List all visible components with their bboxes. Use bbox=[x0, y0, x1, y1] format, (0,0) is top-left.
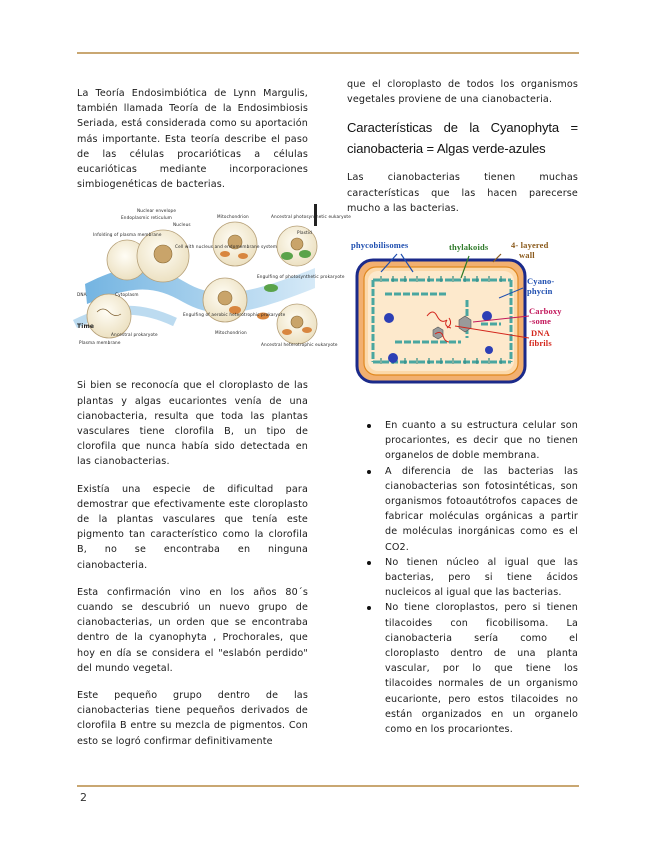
label-carboxysome-1: Carboxy bbox=[529, 306, 562, 317]
label-endoplasmic-reticulum: Endoplasmic reticulum bbox=[121, 215, 172, 221]
label-dna: DNA bbox=[531, 328, 550, 339]
page-number: 2 bbox=[80, 791, 87, 804]
label-engulfing-aerobic: Engulfing of aerobic heterotrophic prokaryote bbox=[183, 312, 286, 318]
list-item: No tienen núcleo al igual que las bacterias, pero si tiene ácidos nucleicos al igual que las bacterias. bbox=[347, 555, 578, 601]
paragraph-confirmacion: Esta confirmación vino en los años 80´s cuando se descubrió un nuevo grupo de cianobacterias, un orden que se encontraba dentro de la cyanophyta , Prochorales, que hoy en día se considera el "eslabón perdido" del mundo vegetal. bbox=[77, 586, 308, 674]
right-column bbox=[347, 77, 578, 737]
characteristics-list bbox=[347, 418, 578, 737]
cyanobacteria-figure bbox=[351, 238, 561, 388]
paragraph-pequeno-grupo: Este pequeño grupo dentro de las cianobacterias tiene pequeños derivados de clorofila B entre su mezcla de pigmentos. Con esto se logró confirmar definitivamente bbox=[77, 690, 308, 747]
bullet-icon bbox=[367, 470, 371, 474]
label-thylakoids: thylakoids bbox=[449, 242, 489, 253]
label-dna: DNA bbox=[77, 292, 87, 298]
paragraph-intro: La Teoría Endosimbiótica de Lynn Margulis, también llamada Teoría de la Endosimbiosis Seriada, está considerada como su aportación más importante. Esta teoría describe el paso de las células procarióticas a células eucarióticas mediante incorporaciones simbiogenéticas de bacterias. bbox=[77, 88, 308, 191]
label-phycobilisomes: phycobilisomes bbox=[351, 240, 409, 251]
paragraph-clorofila: Si bien se reconocía que el cloroplasto de las plantas y algas eucariontes venía de una cianobacteria, resulta que toda las plantas vasculares tiene clorofila B, un tipo de clorofila que nunca había sido detectada en las cianobacterias. bbox=[77, 380, 308, 468]
endosymbiosis-diagram bbox=[75, 204, 351, 362]
label-plastid: Plastid bbox=[297, 230, 312, 236]
paragraph-continuation: que el cloroplasto de todos los organismos vegetales proviene de una cianobacteria. bbox=[347, 79, 578, 106]
paragraph-dificultad: Existía una especie de dificultad para demostrar que efectivamente este cloroplasto de la plantas vasculares que tenía este pigmento tan característico como la clorofila B, no se encontraba en ninguna cianobacteria. bbox=[77, 483, 308, 571]
label-mitochondrion-2: Mitochondrion bbox=[215, 330, 247, 336]
label-nucleus: Nucleus bbox=[173, 222, 191, 228]
label-mitochondrion: Mitochondrion bbox=[217, 214, 249, 220]
paragraph-caracteristicas: Las cianobacterias tienen muchas características que las hacen parecerse mucho a las bacterias. bbox=[347, 172, 578, 214]
label-ancestral-heterotrophic: Ancestral heterotrophic eukaryote bbox=[261, 342, 338, 348]
header-rule bbox=[77, 52, 579, 54]
label-ancestral-prokaryote: Ancestral prokaryote bbox=[111, 332, 158, 338]
endosymbiosis-figure bbox=[75, 204, 351, 362]
label-cyanophycin-1: Cyano- bbox=[527, 276, 555, 287]
label-engulfing-photosynthetic: Engulfing of photosynthetic prokaryote bbox=[257, 274, 345, 280]
section-heading: Características de la Cyanophyta = cianobacteria = Algas verde-azules bbox=[347, 120, 578, 157]
label-fibrils: fibrils bbox=[529, 338, 552, 349]
label-layered-wall-2: wall bbox=[519, 250, 535, 261]
label-nuclear-envelope: Nuclear envelope bbox=[137, 208, 177, 214]
list-item: No tiene cloroplastos, pero si tienen tilacoides con ficobilisoma. La cianobacteria sería como el cloroplasto dentro de una planta vascular, por lo que tiene los tilacoides normales de un organismo eucarionte, pero estos tilacoides no están organizados en un organelo como en los procariontes. bbox=[347, 600, 578, 737]
label-layered-wall-1: 4- layered bbox=[511, 240, 549, 251]
label-carboxysome-2: -some bbox=[529, 316, 551, 327]
bullet-icon bbox=[367, 561, 371, 565]
list-item: A diferencia de las bacterias las cianobacterias son fotosintéticas, son organismos fotoautótrofos capaces de fabricar moléculas orgánicas a partir de moléculas inorgánicas como es el CO2. bbox=[347, 464, 578, 555]
label-cytoplasm: Cytoplasm bbox=[115, 292, 139, 298]
label-cyanophycin-2: phycin bbox=[527, 286, 553, 297]
bullet-icon bbox=[367, 424, 371, 428]
label-infolding: Infolding of plasma membrane bbox=[93, 232, 162, 238]
bullet-icon bbox=[367, 606, 371, 610]
footer-rule bbox=[77, 785, 579, 787]
label-plasma-membrane: Plasma membrane bbox=[79, 340, 121, 346]
label-time: Time bbox=[77, 323, 95, 331]
left-column bbox=[77, 86, 351, 761]
list-item: En cuanto a su estructura celular son procariontes, es decir que no tienen organelos de doble membrana. bbox=[347, 418, 578, 464]
label-cell-endomembrane: Cell with nucleus and endomembrane system bbox=[175, 244, 278, 250]
label-ancestral-photosynthetic: Ancestral photosynthetic eukaryote bbox=[271, 214, 351, 220]
cyanobacteria-diagram bbox=[351, 238, 561, 388]
